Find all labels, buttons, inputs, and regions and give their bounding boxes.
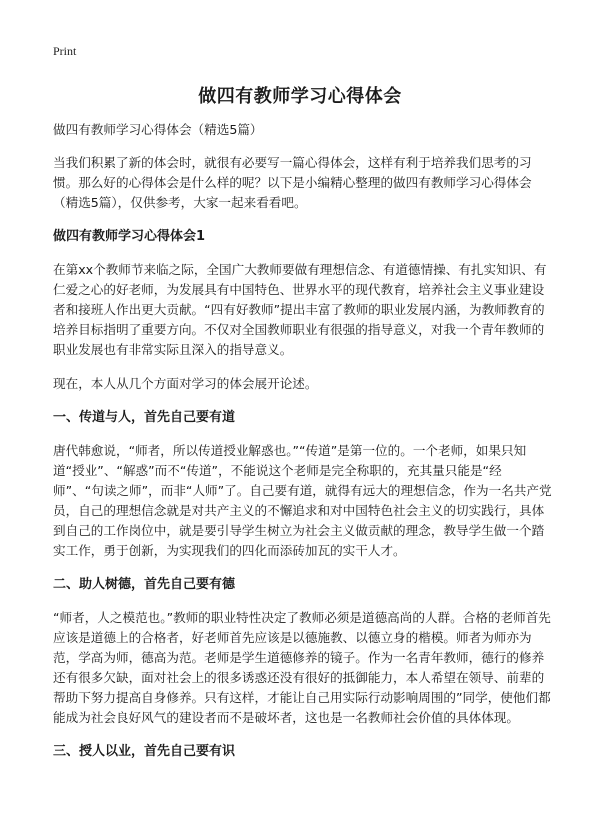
article-subtitle: 做四有教师学习心得体会（精选5篇） (53, 122, 263, 137)
page-title: 做四有教师学习心得体会 (198, 86, 402, 107)
print-link[interactable]: Print (53, 44, 77, 58)
subheading-3: 三、授人以业，首先自己要有识 (53, 744, 236, 759)
subheading-1: 一、传道与人，首先自己要有道 (53, 410, 236, 425)
paragraph-4: “师者，人之模范也。”教师的职业特性决定了教师必须是道德高尚的人群。合格的老师首先应该是道德上的合格者，好老师首先应该是以德施教、以德立身的楷模。师者为师亦为范，学高为师，德高为范。老师是学生道德修养的镜子。作为一名青年教师，德行的修养还有很多欠缺，面对社会上的很多诱惑还没有很好的抵御能力，本人希望在领导、前辈的帮助下努力提高自身修养。只有这样，才能让自己用实际行动影响周围的”同学，使他们都能成为社会良好风气的建设者而不是破坏者，这也是一名教师社会价值的具体体现。 (53, 610, 551, 725)
article-body (53, 120, 552, 775)
paragraph-3: 唐代韩愈说，“师者，所以传道授业解惑也。”“传道”是第一位的。一个老师，如果只知道“授业”、“解惑”而不“传道”，不能说这个老师是完全称职的，充其量只能是“经师”、“句读之师”，而非“人师”了。自己要有道，就得有远大的理想信念，作为一名共产党员，自己的理想信念就是对共产主义的不懈追求和对中国特色社会主义的切实践行，具体到自己的工作岗位中，就是要引导学生树立为社会主义做贡献的理念，教导学生做一个踏实工作，勇于创新，为实现我们的四化而添砖加瓦的实干人才。 (53, 443, 552, 558)
section-heading: 做四有教师学习心得体会1 (53, 229, 206, 244)
subheading-2: 二、助人树德，首先自己要有德 (53, 577, 236, 592)
paragraph-1: 在第xx个教师节来临之际，全国广大教师要做有理想信念、有道德情操、有扎实知识、有仁爱之心的好老师，为发展具有中国特色、世界水平的现代教育，培养社会主义事业建设者和接班人作出更大贡献。“四有好教师”提出丰富了教师的职业发展内涵，为教师教育的培养目标指明了重要方向。不仅对全国教师职业有很强的指导意义，对我一个青年教师的职业发展也有非常实际且深入的指导意义。 (53, 262, 547, 357)
intro-paragraph: 当我们积累了新的体会时，就很有必要写一篇心得体会，这样有利于培养我们思考的习惯。那么好的心得体会是什么样的呢？以下是小编精心整理的做四有教师学习心得体会（精选5篇），仅供参考，大家一起来看看吧。 (53, 155, 532, 210)
paragraph-2: 现在，本人从几个方面对学习的体会展开论述。 (53, 376, 318, 391)
